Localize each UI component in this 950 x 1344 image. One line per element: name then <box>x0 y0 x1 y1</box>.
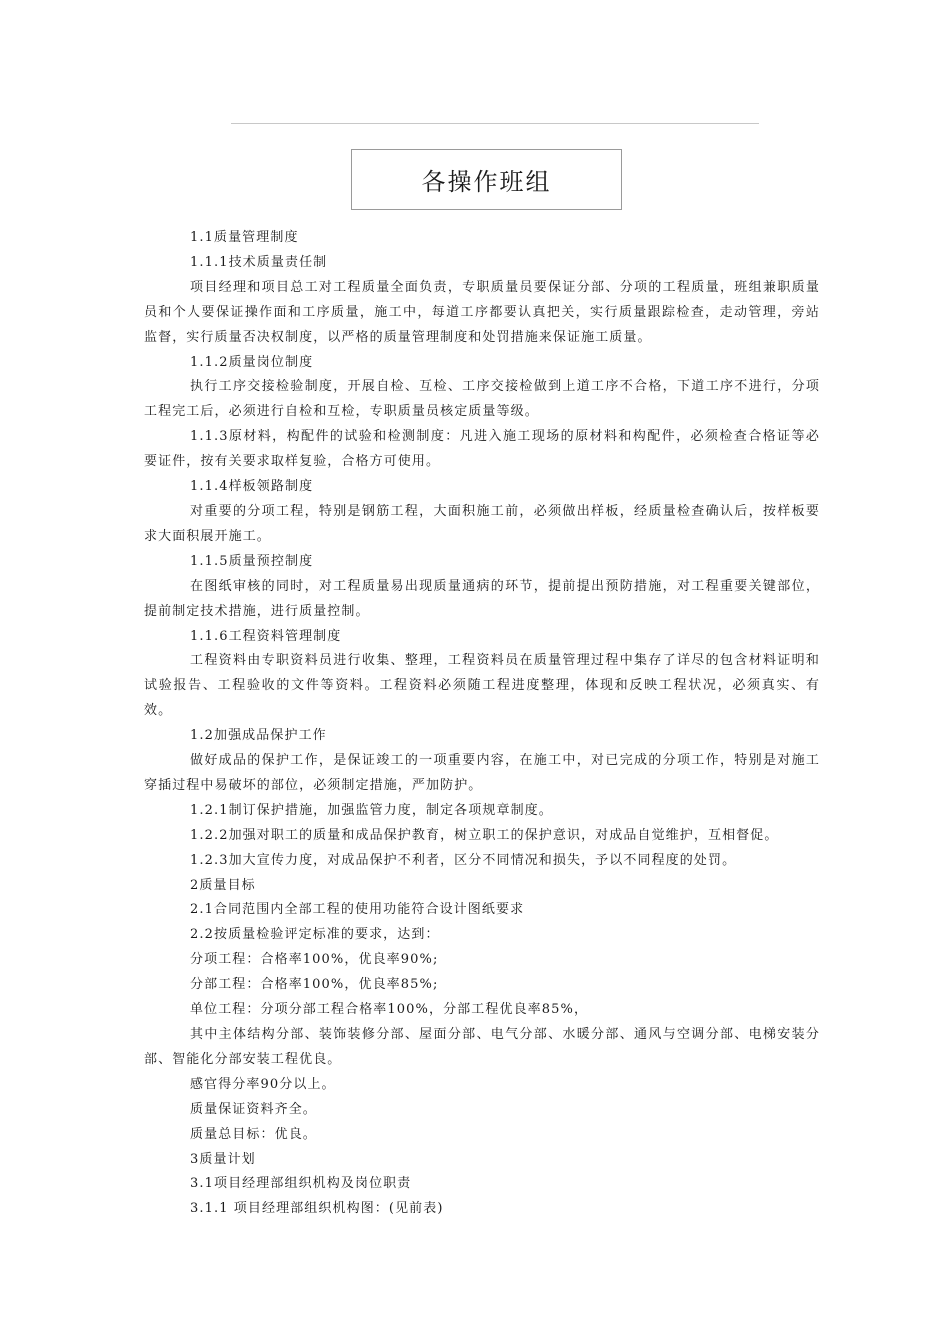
list-item: 1.2.2加强对职工的质量和成品保护教育，树立职工的保护意识，对成品自觉维护，互相督促。 <box>190 827 779 843</box>
list-item: 1.2.1制订保护措施，加强监管力度，制定各项规章制度。 <box>190 802 553 818</box>
list-item: 2.2按质量检验评定标准的要求，达到： <box>190 927 440 943</box>
list-item: 感官得分率90分以上。 <box>190 1076 336 1092</box>
list-item: 质量总目标：优良。 <box>190 1126 317 1142</box>
body-paragraph: 工程资料由专职资料员进行收集、整理，工程资料员在质量管理过程中集存了详尽的包含材料证明和试验报告、工程验收的文件等资料。工程资料必须随工程进度整理，体现和反映工程状况，必须真实、有效。 <box>144 653 820 719</box>
subsection-heading: 1.1.6工程资料管理制度 <box>190 628 342 644</box>
subsection-heading: 3.1项目经理部组织机构及岗位职责 <box>190 1176 412 1192</box>
document-body <box>144 226 820 1222</box>
list-item: 分部工程：合格率100%，优良率85%; <box>190 977 439 993</box>
section-heading: 1.1质量管理制度 <box>190 230 299 245</box>
section-heading: 2质量目标 <box>190 877 256 893</box>
list-item: 单位工程：分项分部工程合格率100%，分部工程优良率85%， <box>190 1002 589 1018</box>
body-paragraph: 1.1.3原材料，构配件的试验和检测制度：凡进入施工现场的原材料和构配件，必须检查合格证等必要证件，按有关要求取样复验，合格方可使用。 <box>144 429 820 470</box>
list-item: 1.2.3加大宣传力度，对成品保护不利者，区分不同情况和损失，予以不同程度的处罚。 <box>190 852 737 868</box>
page-title: 各操作班组 <box>351 149 622 210</box>
header-rule <box>231 123 759 124</box>
list-item: 分项工程：合格率100%，优良率90%; <box>190 952 439 968</box>
body-paragraph: 对重要的分项工程，特别是钢筋工程，大面积施工前，必须做出样板，经质量检查确认后，按样板要求大面积展开施工。 <box>144 503 820 544</box>
body-paragraph: 在图纸审核的同时，对工程质量易出现质量通病的环节，提前提出预防措施，对工程重要关键部位，提前制定技术措施，进行质量控制。 <box>144 578 820 619</box>
section-heading: 3质量计划 <box>190 1151 256 1167</box>
list-item: 质量保证资料齐全。 <box>190 1101 317 1117</box>
subsection-heading: 1.1.1技术质量责任制 <box>190 254 328 270</box>
subsection-heading: 1.1.5质量预控制度 <box>190 553 314 569</box>
subsection-heading: 1.1.4样板领路制度 <box>190 479 314 495</box>
section-heading: 1.2加强成品保护工作 <box>190 728 327 744</box>
list-item: 2.1合同范围内全部工程的使用功能符合设计图纸要求 <box>190 902 525 918</box>
body-paragraph: 执行工序交接检验制度，开展自检、互检、工序交接检做到上道工序不合格，下道工序不进行，分项工程完工后，必须进行自检和互检，专职质量员核定质量等级。 <box>144 379 820 420</box>
subsection-heading: 1.1.2质量岗位制度 <box>190 354 314 370</box>
body-paragraph: 做好成品的保护工作，是保证竣工的一项重要内容，在施工中，对已完成的分项工作，特别是对施工穿插过程中易破坏的部位，必须制定措施，严加防护。 <box>144 753 820 793</box>
subsection-heading: 3.1.1 项目经理部组织机构图：(见前表) <box>190 1201 444 1217</box>
body-paragraph: 项目经理和项目总工对工程质量全面负责，专职质量员要保证分部、分项的工程质量，班组兼职质量员和个人要保证操作面和工序质量，施工中，每道工序都要认真把关，实行质量跟踪检查，走动管理，旁站监督，实行质量否决权制度，以严格的质量管理制度和处罚措施来保证施工质量。 <box>144 279 820 345</box>
body-paragraph: 其中主体结构分部、装饰装修分部、屋面分部、电气分部、水暖分部、通风与空调分部、电梯安装分部、智能化分部安装工程优良。 <box>144 1027 820 1067</box>
